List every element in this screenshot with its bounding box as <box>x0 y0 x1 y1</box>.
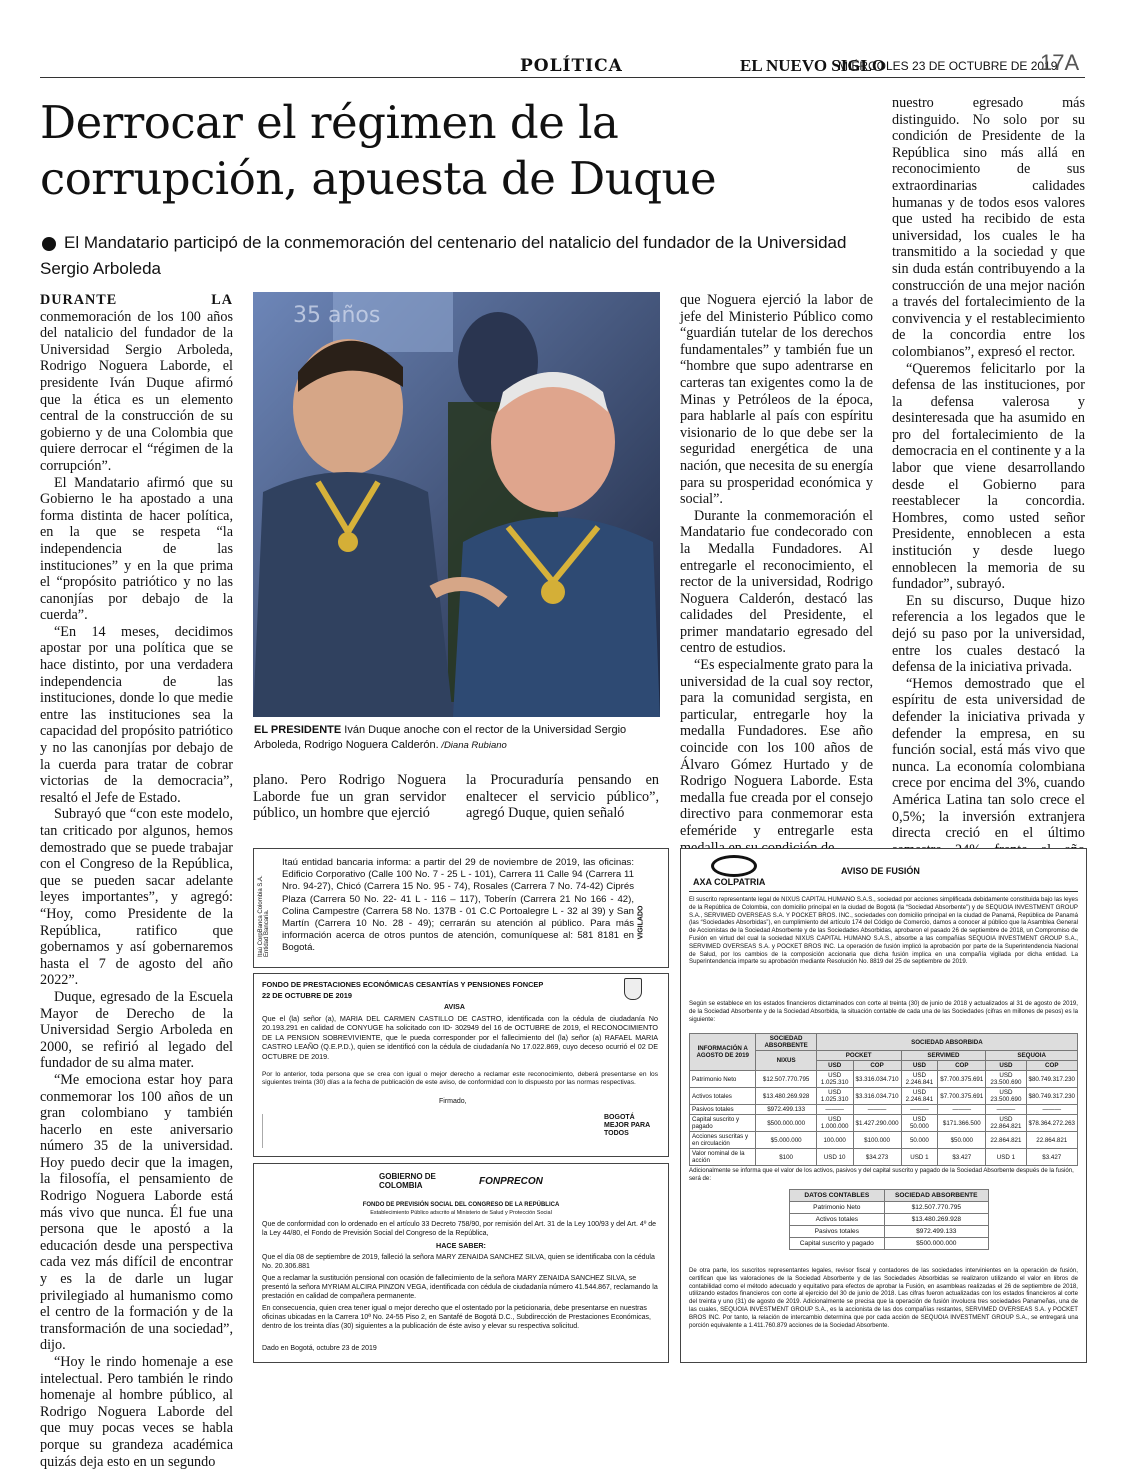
paragraph: DURANTE LA conmemoración de los 100 años del natalicio del fundador de la Universidad Sergio Arboleda, Rodrigo Noguera Laborde, el presidente Iván Duque afirmó que la ética es un elemento central de la construcción de su gobierno y de una Colombia que quiere derrocar el “régimen de la corrupción”. <box>40 292 233 474</box>
newspaper-name: EL NUEVO SIGLO <box>740 56 886 75</box>
bogota-logo: BOGOTÁ MEJOR PARA TODOS <box>604 1114 650 1137</box>
table-header: POCKET <box>816 1051 901 1061</box>
article-column-5 <box>892 95 1085 875</box>
paragraph: En su discurso, Duque hizo referencia a los legados que le dejó su paso por la universidad, entre los cuales destacó la defensa de la iniciativa privada. <box>892 592 1085 676</box>
table-header: SOCIEDAD ABSORBENTE <box>884 1190 988 1202</box>
issue-date: MIÉRCOLES 23 DE OCTUBRE DE 2019 <box>838 59 1058 73</box>
table-header: SERVIMED <box>901 1051 986 1061</box>
table-header: NIXUS <box>756 1051 816 1071</box>
itau-notice <box>253 848 669 968</box>
table-header: USD <box>986 1061 1026 1071</box>
photo-backdrop-text: 35 años <box>293 303 381 328</box>
article-column-4 <box>680 292 873 856</box>
paragraph: El Mandatario afirmó que su Gobierno le ha apostado a una forma distinta de hacer política, en la que se respeta “la independencia de las instituciones” y en la que prima el “propósito patriótico y no las canonjías por debajo de la cuerda”. <box>40 474 233 624</box>
paragraph: nuestro egresado más distinguido. No solo por su condición de Presidente de la República sino más allá en reconocimiento de sus extraordinarias calidades humanas y de todos esos valores que usted ha recibido de esta universidad, los cuales le ha transmitido a la sociedad y que sin duda están contribuyendo a la construcción de una mejor nación a través del fortalecimiento de la convivencia y el restablecimiento de la concordia entre los colombianos”, expresó el rector. <box>892 95 1085 360</box>
table-cell: $1.427.290.000 <box>853 1115 901 1132</box>
table-cell: $500.000.000 <box>756 1115 816 1132</box>
table-cell: ——— <box>853 1105 901 1115</box>
table-cell: 22.864.821 <box>1026 1132 1077 1149</box>
table-cell: 50.000 <box>901 1132 938 1149</box>
axa-brand: AXA COLPATRIA <box>693 877 766 887</box>
table-cell: Activos totales <box>790 1214 885 1226</box>
table-header: COP <box>853 1061 901 1071</box>
fonprecon-logo: FONPRECON <box>479 1176 543 1187</box>
foncep-signed: Firmado, <box>439 1098 467 1105</box>
table-row <box>690 1088 1078 1105</box>
table-cell: USD 10 <box>816 1149 853 1166</box>
subtitle: El Mandatario participó de la conmemoración del centenario del natalicio del fundador de la Universidad Sergio Arboleda <box>40 233 847 278</box>
fonprecon-org: FONDO DE PREVISIÓN SOCIAL DEL CONGRESO DE LA REPÚBLICA <box>362 1202 560 1208</box>
axa-p4: De otra parte, los suscritos representantes legales, revisor fiscal y contadores de las sociedades intervinientes en la operación de fusión, certifican que las valoraciones de la Sociedad Absorbente y de las Sociedades Absorbidas se realizaron utilizando el valor en libros de contabilidad como el método adecuado y equitativo para efectos de aprobar la Fusión, en asambleas realizadas el 26 de septiembre de 2018, utilizando estados financieros con corte al ejercicio del 30 de junio de 2018. Las cifras fueron actualizadas con los estados financieros al corte del treinta y uno (31) de agosto de 2019. Adicionalmente se precisa que la operación de fusión involucra tres sociedades Panameñas, una de las cuales, SEQUOIA INVESTMENT GROUP S.A., es la accionista de las dos compañías restantes, SERVIMED OVERSEAS S.A. y POCKET BROS INC. Por tanto, la relación de intercambio determina que por cada acción de SEQUOIA INVESTMENT GROUP S.A., se entregará una porción equivalente a 1.411.760.879 acciones de la Sociedad Absorbente. <box>689 1267 1078 1329</box>
table-row <box>690 1149 1078 1166</box>
foncep-notice <box>253 973 669 1157</box>
itau-notice-text: Itaú entidad bancaria informa: a partir del 29 de noviembre de 2019, las oficinas: Edificio Corporativo (Calle 100 No. 7 - 25 L - 101), Carrera 11 Calle 94 (Carrera 11 Nro. 94-27), Chicó (Carrera 15 No. 95 - 74), Rosales (Carrera 7 No. 74-42) Ciprés Plaza (Carrera 50 No. 22- 41 L - 116 – 117), Toberín (Carrera 21 No 166 - 42), Colina Campestre (Carrera 58 No. 137B - 01 C.C Portoalegre L - 32 al 39) y San Martín (Carrera 10 No. 28 - 49); cerrarán su atención al público. Para más información acerca de otros puntos de atención, comuníquese al: 581 8181 en Bogotá. <box>282 857 634 954</box>
table-row <box>790 1226 989 1238</box>
row-label: Pasivos totales <box>690 1105 756 1115</box>
paragraph: Duque, egresado de la Escuela Mayor de Derecho de la Universidad Sergio Arboleda en 2000, se refirió al legado del fundador de su alma mater. <box>40 988 233 1072</box>
table-cell: $12.507.770.795 <box>884 1202 988 1214</box>
table-cell: $3.316.034.710 <box>853 1071 901 1088</box>
paragraph: “Queremos felicitarlo por la defensa de las instituciones, por la defensa valerosa y desinteresada que ha asumido en pro del fortalecimiento de la democracia en el continente y a la labor que viene desarrollando desde el Gobierno para reestablecer la concordia. Hombres, como usted señor Presidente, ennoblecen a esta institución y desde luego ennoblecen la memoria de su fundador”, subrayó. <box>892 360 1086 593</box>
paragraph: “Hemos demostrado que el espíritu de esta universidad de defender la iniciativa privada y defender la empresa, en su función social, está más vivo que nunca. La economía colombiana crece por encima del 3%, cuando América Latina tan solo crece el 0,5%; la inversión extranjera directa creció en el último <box>892 675 1085 842</box>
article-photo <box>253 292 660 717</box>
row-label: Capital suscrito y pagado <box>690 1115 756 1132</box>
table-cell: $80.749.317.230 <box>1026 1071 1077 1088</box>
table-cell: USD 1.000.000 <box>816 1115 853 1132</box>
fonprecon-sub: Establecimiento Público adscrito al Ministerio de Salud y Protección Social <box>370 1210 552 1216</box>
gobierno-logo: GOBIERNO DE COLOMBIA <box>379 1172 436 1190</box>
fonprecon-notice <box>253 1163 669 1363</box>
table-header: SOCIEDAD ABSORBIDA <box>816 1034 1077 1051</box>
table-cell: ——— <box>986 1105 1026 1115</box>
table-cell: $100.000 <box>853 1132 901 1149</box>
table-cell: USD 50.000 <box>901 1115 938 1132</box>
table-cell: ——— <box>816 1105 853 1115</box>
table-row <box>790 1238 989 1250</box>
row-label: Valor nominal de la acción <box>690 1149 756 1166</box>
table-cell: $50.000 <box>938 1132 986 1149</box>
paragraph: que Noguera ejerció la labor de jefe del Ministerio Público como “guardián tutelar de los derechos fundamentales” y también fue un “hombre que supo adentrarse en carteras tan exigentes como la de Minas y Petróleos de la época, para hablarle al país con espíritu visionario de lo que debe ser la seguridad energética de una nación, que necesita de su energía para su prosperidad económica y social”. <box>680 292 873 508</box>
axa-logo-icon <box>711 855 757 877</box>
table-cell: USD 22.864.821 <box>986 1115 1026 1132</box>
table-cell: ——— <box>1026 1105 1077 1115</box>
paragraph: la Procuraduría pensando en enaltecer el servicio público”, agregó Duque, quien señaló <box>466 772 659 822</box>
table-body <box>690 1071 1078 1166</box>
table-cell: USD 1 <box>986 1149 1026 1166</box>
photo-illustration <box>253 292 660 717</box>
foncep-body-2: Por lo anterior, toda persona que se crea con igual o mejor derecho a reclamar este reconocimiento, deberá presentarse en los siguientes treinta (30) días a la fecha de publicación de este aviso, de conformidad con lo dispuesto por las normas respectivas. <box>262 1071 658 1087</box>
paragraph: Subrayó que “con este modelo, tan criticado por algunos, hemos demostrado que se puede trabajar con el Congreso de la República, que se pueden sacar adelante leyes importantes”, y agregó: “Hoy, como Presidente de la República, ratifico que gobernamos y así gobernaremos hasta el 7 de agosto del año 2022”. <box>40 806 233 989</box>
article-column-1 <box>40 292 233 1470</box>
table-cell: USD 23.500.690 <box>986 1088 1026 1105</box>
table-header: COP <box>1026 1061 1077 1071</box>
headline-line-2: corrupción, apuesta de Duque <box>40 152 717 205</box>
table-cell: 22.864.821 <box>986 1132 1026 1149</box>
section-label: POLÍTICA <box>520 56 623 76</box>
table-header: SEQUOIA <box>986 1051 1078 1061</box>
fonprecon-date: Dado en Bogotá, octubre 23 de 2019 <box>262 1345 377 1352</box>
table-body <box>790 1202 989 1250</box>
itau-side-label: Itaú CorpBanca Colombia S.A. Entidad Bancaria. <box>258 875 270 957</box>
table-cell: $3.316.034.710 <box>853 1088 901 1105</box>
table-cell: $13.480.269.928 <box>884 1214 988 1226</box>
table-cell: Capital suscrito y pagado <box>790 1238 885 1250</box>
paragraph: “Hoy le rindo homenaje a ese intelectual. Pero también le rindo homenaje al hombre público, al Rodrigo Noguera Laborde del que muy pocas veces se habla porque su grandeza académica quizás deja esto en un segundo <box>40 1354 233 1470</box>
table-cell: USD 2.246.841 <box>901 1071 938 1088</box>
table-cell: $3.427 <box>1026 1149 1077 1166</box>
table-row <box>690 1115 1078 1132</box>
row-label: Acciones suscritas y en circulación <box>690 1132 756 1149</box>
article-column-2-bottom <box>253 772 446 822</box>
fonprecon-intro: Que de conformidad con lo ordenado en el artículo 33 Decreto 758/90, por remisión del Art. 31 de la Ley 100/93 y del Art. 4º de la Ley 44/80, el Fondo de Previsión Social del Congreso de la República, <box>262 1221 657 1237</box>
table-row <box>690 1071 1078 1088</box>
table-header: INFORMACIÓN A AGOSTO DE 2019 <box>690 1034 756 1071</box>
fonprecon-p2: Que a reclamar la sustitución pensional con ocasión de fallecimiento de la señora MARY ZENAIDA SANCHEZ SILVA, se presentó la señora MYRIAM ALCIRA PINZON VEGA, identificada con cédula de ciudadanía número 41.544.867, reclamando la prestación en calidad de compañera permanente. <box>262 1275 658 1300</box>
page-number: 17A <box>1040 50 1080 75</box>
axa-p3: Adicionalmente se informa que el valor de los activos, pasivos y del capital suscrito y pagado de la Sociedad Absorbente después de la fusión, será de: <box>689 1167 1074 1182</box>
table-cell: Patrimonio Neto <box>790 1202 885 1214</box>
photo-caption: EL PRESIDENTE Iván Duque anoche con el rector de la Universidad Sergio Arboleda, Rodrigo Noguera Calderón. /Diana Rubiano <box>254 724 627 751</box>
table-header: SOCIEDAD ABSORBENTE <box>756 1034 816 1051</box>
header-rule <box>40 77 1085 78</box>
paragraph: “En 14 meses, decidimos apostar por una política que se hace distinto, por una verdadera independencia de las instituciones, donde lo que medie entre las instituciones sea la capacidad del propósito patriótico y no las canonjías por debajo de la cuerda para tratar de cobrar victorias de la democracia”, resaltó el Jefe de Estado. <box>40 623 233 806</box>
table-cell: USD 1 <box>901 1149 938 1166</box>
paragraph: Durante la conmemoración el Mandatario fue condecorado con la Medalla Fundadores. Al entregarle el reconocimiento, el rector de la universidad, Rodrigo Noguera Calderón, destacó las calidades del Presidente, el primer mandatario egresado del centro de estudios. <box>680 507 873 657</box>
paragraph: plano. Pero Rodrigo Noguera Laborde fue un gran servidor público, un hombre que ejerció <box>253 772 446 822</box>
foncep-crest-icon <box>624 978 642 1000</box>
fonprecon-p1: Que el día 08 de septiembre de 2019, falleció la señora MARY ZENAIDA SANCHEZ SILVA, quien se identificaba con la cédula No. 20.306.881 <box>262 1254 655 1270</box>
table-cell: $13.480.269.928 <box>756 1088 816 1105</box>
table-cell: 100.000 <box>816 1132 853 1149</box>
table-cell: ——— <box>901 1105 938 1115</box>
photo-credit: /Diana Rubiano <box>438 740 507 751</box>
lead-in: DURANTE LA <box>40 292 233 308</box>
table-cell: ——— <box>938 1105 986 1115</box>
caption-lead: EL PRESIDENTE <box>254 724 342 736</box>
row-label: Activos totales <box>690 1088 756 1105</box>
table-cell: $12.507.770.795 <box>756 1071 816 1088</box>
foncep-body: Que el (la) señor (a), MARIA DEL CARMEN CASTILLO DE CASTRO, identificada con la cédula de ciudadanía No 20.193.291 en calidad de CONYUGE ha solicitado con ID- 302949 del 16 de OCTUBRE de 2019, el RECONOCIMIENTO DE LA PENSION SOBREVIVIENTE, que le pueda corresponder por el fallecimiento del (la) señor (a) RAFAEL MARIA CASTRO LEAÑO (Q.E.P.D.), quien se identificó con la cédula de ciudadanía No 17.022.869, cuyo deceso ocurrió el 02 DE OCTUBRE DE 2019. <box>262 1014 658 1061</box>
table-cell: $80.749.317.230 <box>1026 1088 1077 1105</box>
headline-line-1: Derrocar el régimen de la <box>40 96 619 149</box>
table-header: COP <box>938 1061 986 1071</box>
table-header: USD <box>901 1061 938 1071</box>
table-cell: Pasivos totales <box>790 1226 885 1238</box>
table-cell: $171.366.500 <box>938 1115 986 1132</box>
table-cell: $500.000.000 <box>884 1238 988 1250</box>
table-header: USD <box>816 1061 853 1071</box>
axa-p1: El suscrito representante legal de NIXUS CAPITAL HUMANO S.A.S., sociedad por acciones simplificada debidamente constituida bajo las leyes de la República de Colombia, con domicilio principal en la ciudad de Bogotá (la “Sociedad Absorbente”) y de SEQUOIA INVESTMENT GROUP S.A., SERVIMED OVERSEAS S.A. Y POCKET BROS. INC., sociedades con domicilio principal en la ciudad de Panamá, República de Panamá (las “Sociedades Absorbidas”), en cumplimiento del artículo 174 del Código de Comercio, damos a conocer al público que la Asamblea General de Accionistas de la Sociedad Absorbente y de las Sociedades Absorbidas, aprobaron el pasado 26 de septiembre de 2018, un Compromiso de Fusión en virtud del cual la sociedad NIXUS CAPITAL HUMANO S.A.S., absorbe a las compañías SEQUOIA INVESTMENT GROUP S.A., SERVIMED OVERSEAS S.A. y POCKET BROS INC. La operación de fusión implicó la aprobación por parte de la Superintendencia Nacional de Salud, por los cambios de la composición accionaria que dicha fusión implica en una compañía vigilada por dicha entidad. La Superintendencia imparte su aprobación mediante Resolución No. 8819 del 25 de septiembre de 2019. <box>689 896 1078 966</box>
table-row <box>790 1214 989 1226</box>
table-cell: $100 <box>756 1149 816 1166</box>
fonprecon-heading: HACE SABER: <box>436 1241 486 1250</box>
table-cell: $972.499.133 <box>884 1226 988 1238</box>
foncep-heading: AVISA <box>444 1004 465 1011</box>
axa-accounting-table <box>789 1189 989 1250</box>
table-cell: USD 1.025.310 <box>816 1088 853 1105</box>
table-header: DATOS CONTABLES <box>790 1190 885 1202</box>
axa-financial-table <box>689 1033 1078 1166</box>
table-row <box>690 1132 1078 1149</box>
table-cell: USD 1.025.310 <box>816 1071 853 1088</box>
article-column-3-bottom <box>466 772 659 822</box>
paragraph: “Es especialmente grato para la universidad de la cual soy rector, para la comunidad sergista, en particular, entregarle hoy la medalla Fundadores. Ese año coincide con los 100 años de Álvaro Gómez Hurtado y de Rodrigo Noguera Laborde. Esta medalla fue creada por el consejo directivo para conmemorar esta efeméride y entregarle esta <box>680 657 873 839</box>
table-cell: USD 23.500.690 <box>986 1071 1026 1088</box>
table-row <box>790 1202 989 1214</box>
axa-title: AVISO DE FUSIÓN <box>841 866 920 876</box>
axa-merger-notice <box>680 848 1087 1363</box>
table-cell: $34.273 <box>853 1149 901 1166</box>
row-label: Patrimonio Neto <box>690 1071 756 1088</box>
foncep-signature-block <box>262 1114 323 1148</box>
table-cell: USD 2.246.841 <box>901 1088 938 1105</box>
headline <box>40 95 880 207</box>
table-cell: $78.364.272.263 <box>1026 1115 1077 1132</box>
table-cell: $5.000.000 <box>756 1132 816 1149</box>
vigilado-label: VIGILADO <box>637 905 645 940</box>
table-cell: $7.700.375.691 <box>938 1088 986 1105</box>
fonprecon-p3: En consecuencia, quien crea tener igual o mejor derecho que el ostentado por la peticionaria, debe presentarse en nuestras oficinas ubicadas en la Carrera 10ª No. 24-55 Piso 2, en Santafé de Bogotá D.C., Subdirección de Prestaciones Económicas, dentro de los treinta días (30) siguientes a la publicación de éste aviso y elevar su respectiva solicitud. <box>262 1305 651 1330</box>
paragraph: “Me emociona estar hoy para conmemorar los 100 años de un gran colombiano y también hacerlo en este aniversario número 35 de la universidad. Hoy puedo decir que la imagen, la filosofía, el pensamiento de Rodrigo Noguera Laborde está más vivo que nunca. Él fue una persona que le apostó a la educación desde una perspectiva cada vez más difícil de encontrar y es la de darle un lugar privilegiado al humanismo como el centro de la formación y de la transformación de una sociedad”, dijo. <box>40 1071 233 1354</box>
table-cell: $3.427 <box>938 1149 986 1166</box>
table-row <box>690 1105 1078 1115</box>
foncep-date: 22 DE OCTUBRE DE 2019 <box>262 991 352 1000</box>
foncep-title: FONDO DE PRESTACIONES ECONÓMICAS CESANTÍAS Y PENSIONES FONCEP <box>262 980 544 989</box>
axa-rule <box>689 891 1078 892</box>
table-cell: $7.700.375.691 <box>938 1071 986 1088</box>
table-cell: $972.499.133 <box>756 1105 816 1115</box>
axa-p2: Según se establece en los estados financieros dictaminados con corte al treinta (30) de junio de 2018 y actualizados al 31 de agosto de 2019, de la Sociedad Absorbente y de la Sociedad Absorbida, la situación contable de cada una de las Sociedades (cifras en millones de pesos) es la siguiente: <box>689 1000 1078 1023</box>
